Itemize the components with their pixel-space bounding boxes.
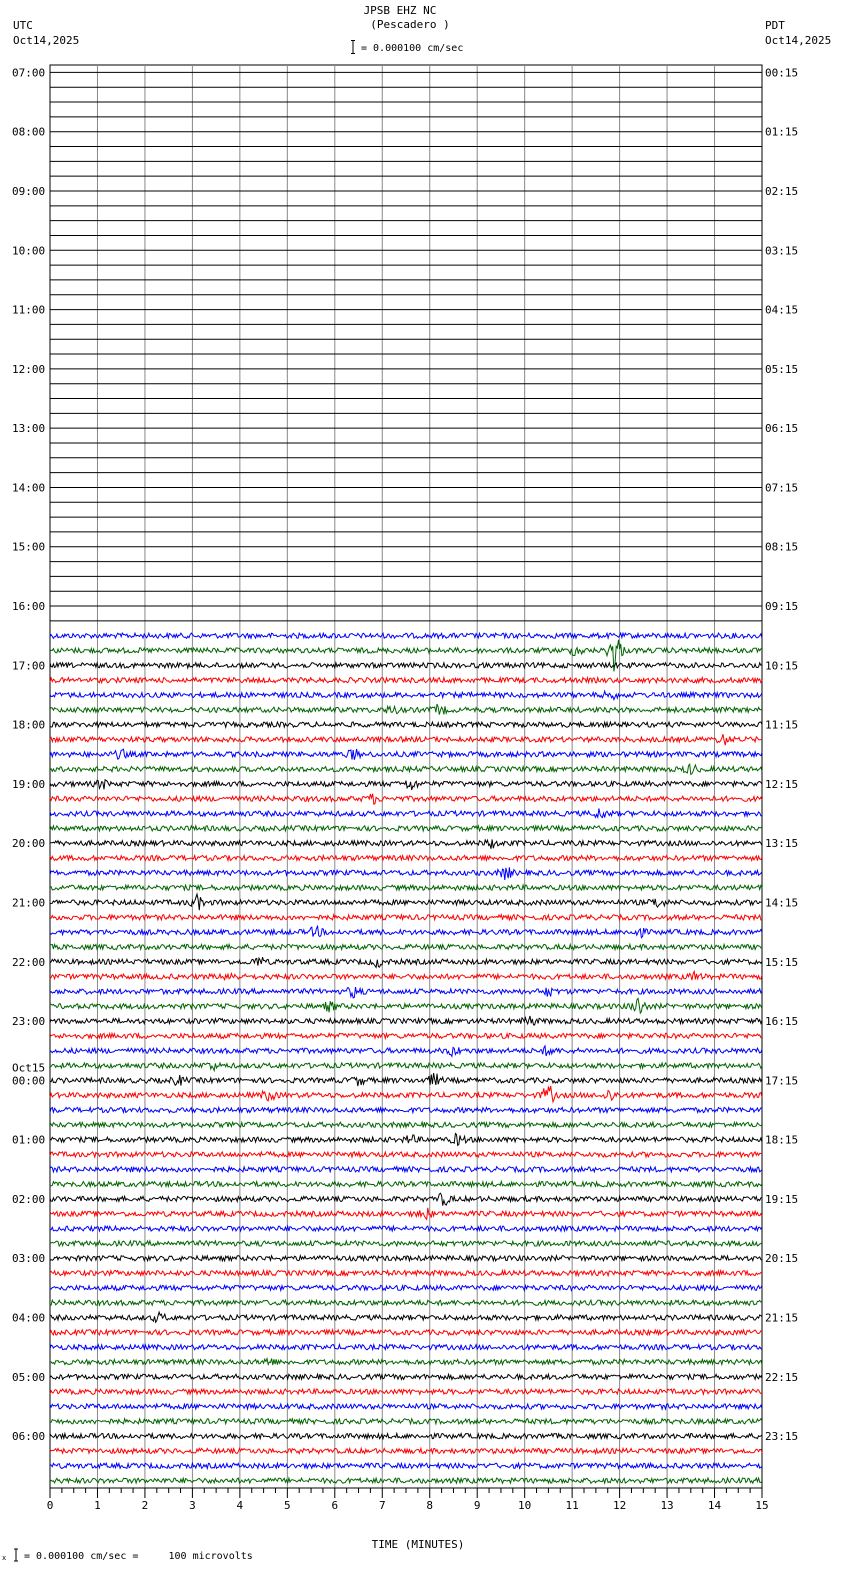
left-hour-label: 15:00 <box>12 540 46 554</box>
right-hour-label: 20:15 <box>765 1252 799 1266</box>
seismic-trace-row <box>50 1063 762 1071</box>
x-tick-label: 8 <box>426 1499 434 1512</box>
left-hour-label: 07:00 <box>12 66 46 80</box>
left-timezone: UTC <box>13 19 33 32</box>
x-tick-label: 4 <box>236 1499 244 1512</box>
right-hour-label: 21:15 <box>765 1311 799 1325</box>
seismic-trace-row <box>50 957 762 967</box>
right-hour-label: 06:15 <box>765 422 799 436</box>
seismic-trace-row <box>50 987 762 998</box>
right-hour-label: 05:15 <box>765 362 799 376</box>
seismic-trace-row <box>50 1330 762 1335</box>
left-hour-label: 16:00 <box>12 600 46 614</box>
left-date: Oct14,2025 <box>13 34 80 47</box>
left-hour-label: 03:00 <box>12 1252 46 1266</box>
right-hour-label: 07:15 <box>765 481 799 495</box>
left-hour-label: 01:00 <box>12 1133 46 1147</box>
left-hour-label: 20:00 <box>12 837 46 851</box>
left-hour-label: 02:00 <box>12 1192 46 1206</box>
left-hour-label: 12:00 <box>12 362 46 376</box>
left-hour-label: 00:00 <box>12 1074 46 1088</box>
seismic-trace-row <box>50 1167 762 1172</box>
left-hour-label: 06:00 <box>12 1430 46 1444</box>
left-hour-label: 10:00 <box>12 244 46 258</box>
seismic-trace-row <box>50 1241 762 1246</box>
x-tick-label: 12 <box>612 1499 627 1512</box>
right-hour-label: 00:15 <box>765 66 799 80</box>
left-hour-label: 04:00 <box>12 1311 46 1325</box>
left-hour-label: 11:00 <box>12 303 46 317</box>
left-hour-label: 09:00 <box>12 184 46 198</box>
seismic-trace-row <box>50 1271 762 1276</box>
right-hour-label: 04:15 <box>765 303 799 317</box>
x-tick-label: 0 <box>46 1499 54 1512</box>
left-hour-label: 19:00 <box>12 777 46 791</box>
seismic-trace-row <box>50 1285 762 1290</box>
seismic-trace-row <box>50 678 762 683</box>
seismic-trace-row <box>50 1016 762 1025</box>
left-hour-label: 13:00 <box>12 422 46 436</box>
seismic-trace-row <box>50 944 762 949</box>
right-hour-label: 10:15 <box>765 659 799 673</box>
x-tick-label: 6 <box>331 1499 339 1512</box>
seismic-trace-row <box>50 926 762 938</box>
time-axis <box>47 1488 769 1512</box>
seismic-trace-row <box>50 1122 762 1127</box>
right-hour-label: 08:15 <box>765 540 799 554</box>
seismic-trace-row <box>50 1086 762 1102</box>
seismic-trace-row <box>50 1434 762 1439</box>
left-hour-label: 23:00 <box>12 1015 46 1029</box>
seismic-trace-row <box>50 1448 762 1453</box>
seismic-trace-row <box>50 633 762 638</box>
x-tick-label: 5 <box>284 1499 291 1512</box>
seismic-trace-row <box>50 826 762 831</box>
seismic-trace-row <box>50 1182 762 1187</box>
x-tick-label: 10 <box>518 1499 532 1512</box>
seismic-trace-row <box>50 1478 762 1483</box>
seismic-trace-row <box>50 1107 762 1112</box>
right-hour-label: 23:15 <box>765 1430 799 1444</box>
seismic-trace-row <box>50 885 762 890</box>
seismic-trace-row <box>50 1345 762 1350</box>
seismic-trace-row <box>50 915 762 920</box>
seismic-trace-row <box>50 867 762 880</box>
x-tick-label: 9 <box>473 1499 481 1512</box>
x-tick-label: 7 <box>378 1499 386 1512</box>
seismic-trace-row <box>50 1193 762 1205</box>
seismic-trace-row <box>50 1073 762 1086</box>
seismic-trace-row <box>50 1463 762 1468</box>
left-hour-label: 21:00 <box>12 896 46 910</box>
seismic-trace-row <box>50 839 762 848</box>
right-hour-label: 12:15 <box>765 777 799 791</box>
seismic-trace-row <box>50 722 762 727</box>
right-hour-label: 16:15 <box>765 1015 799 1029</box>
right-hour-label: 11:15 <box>765 718 799 732</box>
x-axis-label: TIME (MINUTES) <box>371 1538 465 1551</box>
seismic-trace-row <box>50 794 762 804</box>
x-tick-label: 14 <box>707 1499 722 1512</box>
footer-scale-icon <box>2 1547 20 1561</box>
seismic-trace-row <box>50 1208 762 1220</box>
date-change-label: Oct15 <box>12 1061 46 1075</box>
left-hour-label: 17:00 <box>12 659 46 673</box>
right-hour-label: 18:15 <box>765 1133 799 1147</box>
seismic-trace-row <box>50 691 762 700</box>
seismic-trace-row <box>50 971 762 980</box>
seismic-trace-row <box>50 749 762 760</box>
footer-scale-note: = 0.000100 cm/sec = 100 microvolts <box>24 1551 253 1562</box>
left-hour-label: 22:00 <box>12 955 46 969</box>
seismic-trace-row <box>50 1300 762 1305</box>
seismic-trace-row <box>50 1226 762 1231</box>
left-hour-label: 08:00 <box>12 125 46 139</box>
right-hour-label: 17:15 <box>765 1074 799 1088</box>
right-hour-label: 03:15 <box>765 244 799 258</box>
right-hour-label: 22:15 <box>765 1370 799 1384</box>
x-tick-label: 1 <box>94 1499 101 1512</box>
seismic-trace-row <box>50 1152 762 1157</box>
scale-label: = 0.000100 cm/sec <box>361 43 464 54</box>
seismic-trace-row <box>50 855 762 860</box>
traces <box>50 633 762 1483</box>
seismic-trace-row <box>50 704 762 715</box>
seismic-trace-row <box>50 1033 762 1038</box>
left-hour-label: 05:00 <box>12 1370 46 1384</box>
svg-text:x: x <box>2 1554 7 1562</box>
seismic-trace-row <box>50 1404 762 1409</box>
x-tick-label: 11 <box>565 1499 579 1512</box>
right-hour-label: 15:15 <box>765 955 799 969</box>
seismic-trace-row <box>50 1256 762 1261</box>
seismic-trace-row <box>50 1374 762 1379</box>
seismic-trace-row <box>50 1359 762 1366</box>
right-hour-label: 02:15 <box>765 184 799 198</box>
seismic-trace-row <box>50 1312 762 1322</box>
right-hour-label: 14:15 <box>765 896 799 910</box>
seismic-trace-row <box>50 1389 762 1394</box>
seismic-trace-row <box>50 640 762 672</box>
right-hour-label: 09:15 <box>765 600 799 614</box>
left-hour-label: 18:00 <box>12 718 46 732</box>
seismic-trace-row <box>50 780 762 790</box>
seismic-trace-row <box>50 809 762 818</box>
x-tick-label: 2 <box>141 1499 149 1512</box>
left-hour-label: 14:00 <box>12 481 46 495</box>
seismic-trace-row <box>50 998 762 1013</box>
seismic-trace-row <box>50 1419 762 1424</box>
right-hour-label: 13:15 <box>765 837 799 851</box>
x-tick-label: 13 <box>660 1499 674 1512</box>
seismic-trace-row <box>50 894 762 910</box>
right-hour-label: 19:15 <box>765 1192 799 1206</box>
x-tick-label: 15 <box>755 1499 769 1512</box>
seismic-trace-row <box>50 764 762 774</box>
right-date: Oct14,2025 <box>765 34 832 47</box>
right-hour-label: 01:15 <box>765 125 799 139</box>
right-timezone: PDT <box>765 19 785 32</box>
seismic-trace-row <box>50 734 762 745</box>
hour-labels <box>12 66 798 1443</box>
seismic-trace-row <box>50 1046 762 1057</box>
x-tick-label: 3 <box>189 1499 196 1512</box>
station-title: JPSB EHZ NC <box>363 4 437 17</box>
seismic-trace-row <box>50 663 762 668</box>
station-location: (Pescadero ) <box>370 18 450 31</box>
seismic-trace-row <box>50 1134 762 1146</box>
